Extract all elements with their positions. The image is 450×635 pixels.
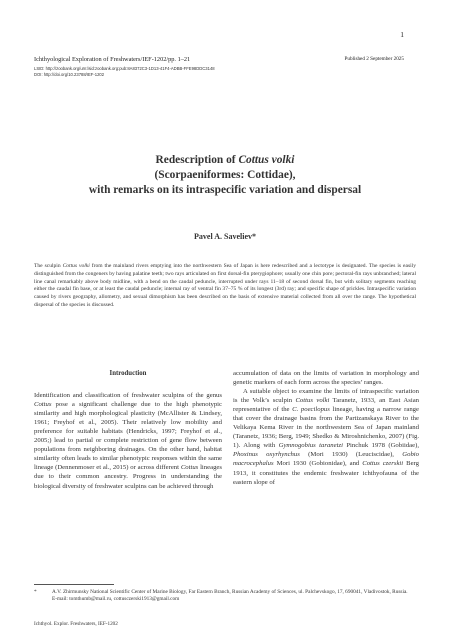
- intro-paragraph-1: Identification and classification of freshwater sculpins of the genus Cottus pose a significant challenge due to the high phenotypic similarity and high morphological plasticity (McAllister & Lindsey, 1961; Freyhof et al., 2005). Their relatively low mobility and preference for suitable habitats (Hendricks, 1997; Freyhof et al., 2005;) lead to partial or complete restriction of gene flow between populations from neighboring drainages. On the other hand, habitat similarity often leads to similar phenotypic responses within the same lineage (Dennenmoser et al., 2015) or across different Cottus lineages due to their common ancestry. Progress in understanding the biological diversity of freshwater sculpins can be achieved through: [34, 392, 222, 490]
- author-affiliation-footnote: [34, 589, 416, 603]
- footnote-divider: [34, 584, 114, 585]
- abstract-species: Cottus volki: [62, 263, 90, 269]
- author-name: Pavel A. Saveliev*: [194, 232, 256, 241]
- journal-citation: Ichthyological Exploration of Freshwaters/IEF-1202/pp. 1–21: [34, 56, 191, 63]
- right-column: [233, 369, 419, 487]
- doi-line[interactable]: DOI: http://doi.org/10.23788/IEF-1202: [34, 72, 105, 77]
- section-heading-introduction: Introduction: [109, 370, 147, 377]
- footnote-mark: *: [34, 589, 37, 595]
- affiliation-text: A.V. Zhirmunsky National Scientific Center of Marine Biology, Far Eastern Branch, Russian Academy of Sciences, ul. Palchevskogo, 17, 690041, Vladivostok, Russia.: [52, 589, 408, 595]
- page-number: 1: [400, 30, 404, 39]
- intro-paragraph-continued: accumulation of data on the limits of variation in morphology and genetic markers of each form across the species’ ranges.: [233, 370, 419, 387]
- left-column: [34, 369, 222, 491]
- title-line-3: with remarks on its intraspecific variation and dispersal: [88, 184, 362, 196]
- article-title: [40, 153, 410, 198]
- intro-paragraph-2: A suitable object to examine the limits of intraspecific variation is the Volk’s sculpin Cottus volki Taranetz, 1933, an East Asian representative of the C. poecilopus lineage, having a narrow range that cover the drainage basins from the Partizanskaya River to the Velikaya Kema River in the northwestern Sea of Japan mainland (Taranetz, 1936; Berg, 1949; Shedko & Miroshnichenko, 2007) (Fig. 1). Along with Gymnogobius taranetzi Pinchuk 1978 (Gobiidae), Phoxinus oxyrhynchus (Mori 1930) (Leuciscidae), Gobio macrocephalus Mori 1930 (Gobionidae), and Cottus czerskii Berg 1913, it constitutes the endemic freshwater ichthyofauna of the eastern slope of: [233, 388, 420, 486]
- abstract: The sculpin Cottus volki from the mainland rivers emptying into the northwestern Sea of Japan is here redescribed and a lectotype is designated. The species is easily distinguished from the congeners by having palatine teeth; two rays articulated on first dorsal-fin pterygiophore; usually one chin pore; pectoral-fin rays unbranched; lateral line canal remarkably above body midline, with a bend on the caudal peduncle, interrupted under rays 11–18 of second dorsal fin, but with solitary segments reaching either the caudal fin base, or at least the caudal peduncle; internal ray of ventral fin 37–75 % of its longest (3rd) ray; and specific shape of prickles. Intraspecific variation caused by rivers geography, allometry, and sexual dimorphism has been described on the basis of extensive material collected from all over the range. The hypothetical dispersal of the species is discussed.: [34, 263, 416, 308]
- published-date: Published 2 September 2025: [344, 56, 404, 62]
- title-line-1: Redescription of: [155, 154, 239, 166]
- lsid-line[interactable]: LSID: http://zoobank.org/urn:lsid:zoobank.org:pub:8A8372C3-1D13-41F4-ADBB-FFE98DDC3148: [34, 66, 215, 71]
- title-species: Cottus volki: [238, 154, 295, 166]
- author-emails[interactable]: E-mail: tomthumb@mail.ru, cottusczerski1913@gmail.com: [52, 596, 180, 603]
- footer-journal: Ichthyol. Explor. Freshwaters, IEF-1202: [34, 621, 118, 627]
- title-line-2: (Scorpaeniformes: Cottidae),: [154, 169, 296, 181]
